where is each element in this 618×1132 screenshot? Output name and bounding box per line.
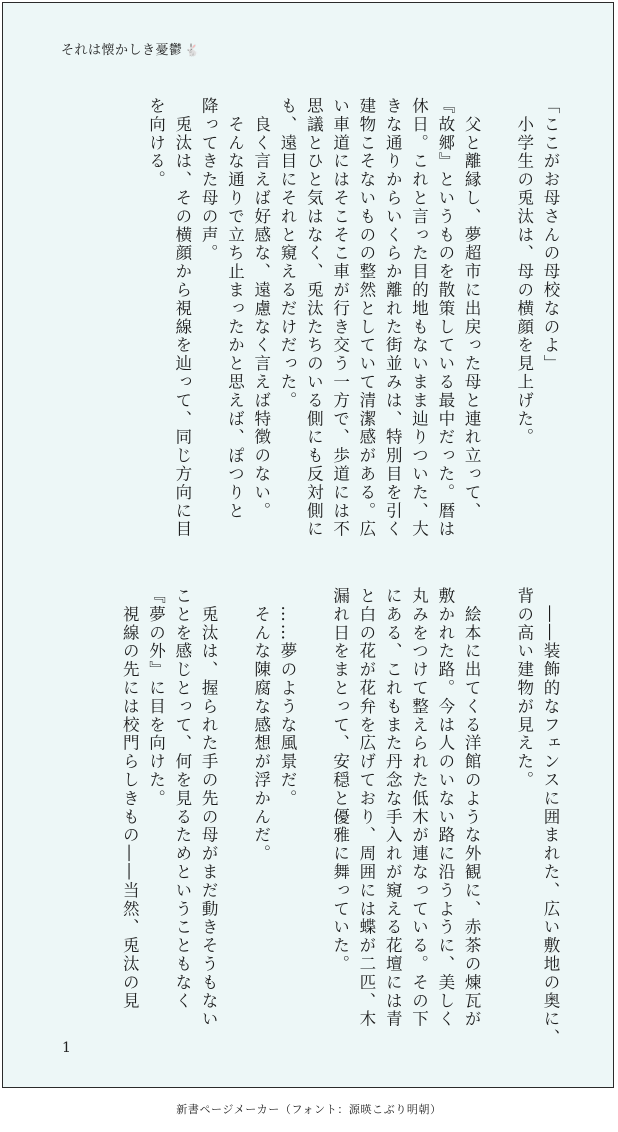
text-line: 『夢の外』に目を向けた。: [146, 587, 166, 808]
text-line: 絵本に出てくる洋館のような外観に、赤茶の煉瓦が: [462, 587, 482, 1029]
text-line: そんな通りで立ち止まったかと思えば、ぽつりと: [225, 97, 245, 521]
text-line: 視線の先には校門らしきもの――当然、兎汰の見: [120, 587, 140, 1011]
text-line: [300, 587, 326, 1017]
book-title: [61, 39, 200, 58]
text-line: と白の花が花弁を広げており、周囲には蝶が二匹、木: [356, 587, 376, 1029]
text-line: 敷かれた路。今は人のいない路に沿うように、美しく: [435, 587, 455, 1029]
text-line: も、遠目にそれと窺えるだけだった。: [278, 97, 298, 410]
text-line: ……夢のような風景だ。: [278, 587, 298, 808]
text-line: そんな陳腐な感想が浮かんだ。: [251, 587, 271, 863]
text-line: 建物こそないものの整然としていて清潔感がある。広: [356, 97, 376, 539]
text-block-top: [142, 97, 563, 539]
text-line: 『故郷』というものを散策している最中だった。暦は: [435, 97, 455, 539]
book-page: [2, 2, 614, 1088]
text-line: い車道にはそこそこ車が行き交う一方で、歩道には不: [330, 97, 350, 539]
text-line: 兎汰は、その横顔から視線を辿って、同じ方向に目: [172, 97, 192, 539]
text-line: 小学生の兎汰は、母の横顔を見上げた。: [514, 97, 534, 447]
text-line: 思議とひと気はなく、兎汰たちのいる側にも反対側に: [304, 97, 324, 539]
footer-credit: 新書ページメーカー（フォント：源暎こぶり明朝）: [176, 1103, 442, 1116]
page-number: 1: [62, 1040, 71, 1056]
text-line: 「ここがお母さんの母校なのよ」: [541, 97, 560, 373]
text-line: 漏れ日をまとって、安穏と優雅に舞っていた。: [330, 587, 350, 974]
text-line: を向ける。: [146, 97, 166, 189]
text-line: 父と離縁し、夢超市に出戻った母と連れ立って、: [462, 97, 482, 521]
text-line: 背の高い建物が見えた。: [514, 587, 534, 790]
text-line: にある、これもまた丹念な手入れが窺える花壇には青: [383, 587, 403, 1029]
book-title-text: それは懐かしき憂鬱: [61, 43, 183, 58]
text-line: [484, 97, 510, 527]
text-line: 降ってきた母の声。: [199, 97, 219, 263]
rabbit-icon: 🐇: [184, 43, 200, 57]
text-line: 丸みをつけて整えられた低木が連なっている。その下: [409, 587, 429, 1029]
text-line: きな通りからいくらか離れた街並みは、特別目を引く: [383, 97, 403, 539]
text-line: 兎汰は、握られた手の先の母がまだ動きそうもない: [199, 587, 219, 1029]
text-line: ――装飾的なフェンスに囲まれた、広い敷地の奥に、: [541, 587, 560, 1047]
text-line: [221, 587, 247, 1017]
text-block-bottom: [116, 587, 563, 1047]
text-line: [484, 587, 510, 1017]
text-line: 良く言えば好感な、遠慮なく言えば特徴のない。: [251, 97, 271, 521]
text-line: 休日。これと言った目的地もないまま辿りついた、大: [409, 97, 429, 539]
text-line: ことを感じとって、何を見るためということもなく: [172, 587, 192, 1011]
